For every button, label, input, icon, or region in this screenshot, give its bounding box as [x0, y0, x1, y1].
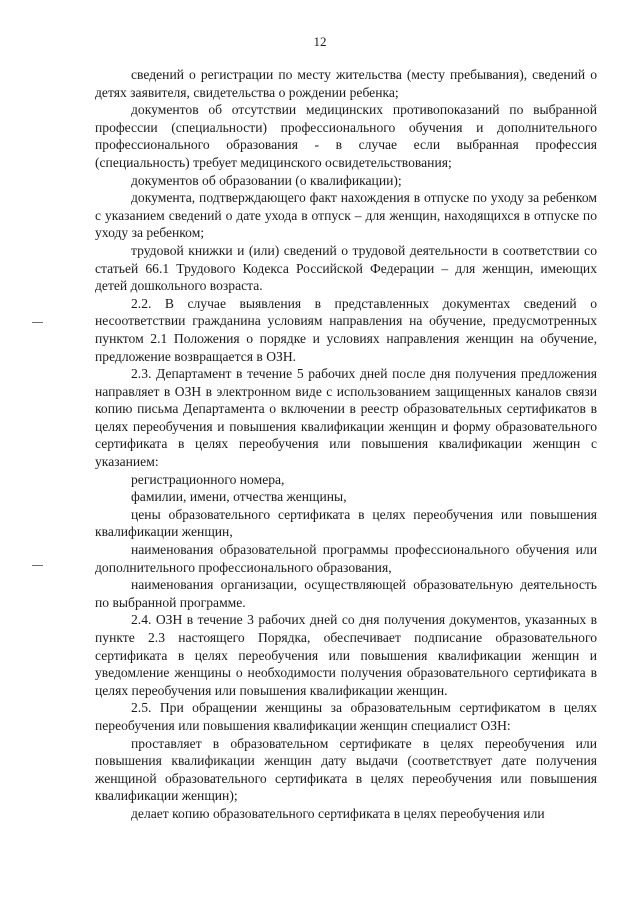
paragraph: 2.5. При обращении женщины за образовательным сертификатом в целях переобучения или повышения квалификации женщин специалист ОЗН: [95, 700, 597, 733]
paragraph: 2.4. ОЗН в течение 3 рабочих дней со дня получения документов, указанных в пункте 2.3 настоящего Порядка, обеспечивает подписание образовательного сертификата в целях переобучения или повышения квалификации женщин и уведомление женщины о необходимости получения образовательного сертификата в целях переобучения или повышения квалификации женщин. [95, 612, 597, 698]
paragraph: 2.2. В случае выявления в представленных документах сведений о несоответствии гражданина условиям направления на обучение, предусмотренных пунктом 2.1 Положения о порядке и условиях направления женщин на обучение, предложение возвращается в ОЗН. [95, 295, 597, 364]
list-item: регистрационного номера, [131, 471, 285, 487]
list-item: проставляет в образовательном сертификате в целях переобучения или повышения квалификации женщин дату выдачи (соответствует дате получения женщиной образовательного сертификата в целях переобучения или повышения квалификации женщин); [95, 735, 597, 804]
list-item: делает копию образовательного сертификата в целях переобучения или [131, 805, 545, 821]
list-item: фамилии, имени, отчества женщины, [131, 489, 347, 505]
paragraph: сведений о регистрации по месту жительства (месту пребывания), сведений о детях заявителя, свидетельства о рождении ребенка; [95, 67, 597, 100]
list-item: наименования образовательной программы профессионального обучения или дополнительного профессионального образования, [95, 542, 597, 575]
page-number: 12 [313, 34, 327, 49]
paragraph: трудовой книжки и (или) сведений о трудовой деятельности в соответствии со статьей 66.1 Трудового Кодекса Российской Федерации – для женщин, имеющих детей дошкольного возраста. [95, 242, 597, 294]
scan-mark [32, 565, 43, 566]
list-item: наименования организации, осуществляющей образовательную деятельность по выбранной программе. [95, 577, 597, 610]
paragraph: документа, подтверждающего факт нахождения в отпуске по уходу за ребенком с указанием сведений о дате ухода в отпуск – для женщин, находящихся в отпуске по уходу за ребенком; [95, 190, 597, 241]
paragraph: 2.3. Департамент в течение 5 рабочих дней после дня получения предложения направляет в ОЗН в электронном виде с использованием защищенных каналов связи копию письма Департамента о включении в реестр образовательных сертификатов в целях переобучения и повышения квалификации женщин и форму образовательного сертификата в целях переобучения или повышения квалификации женщин с указанием: [95, 366, 597, 470]
document-body [95, 66, 597, 823]
paragraph: документов об образовании (о квалификации); [131, 172, 402, 188]
list-item: цены образовательного сертификата в целях переобучения или повышения квалификации женщин, [95, 506, 597, 540]
paragraph: документов об отсутствии медицинских противопоказаний по выбранной профессии (специальности) профессионального обучения и дополнительного профессионального образования - в случае если выбранная профессия (специальность) требует медицинского освидетельствования; [95, 102, 597, 170]
scan-mark [32, 322, 43, 323]
